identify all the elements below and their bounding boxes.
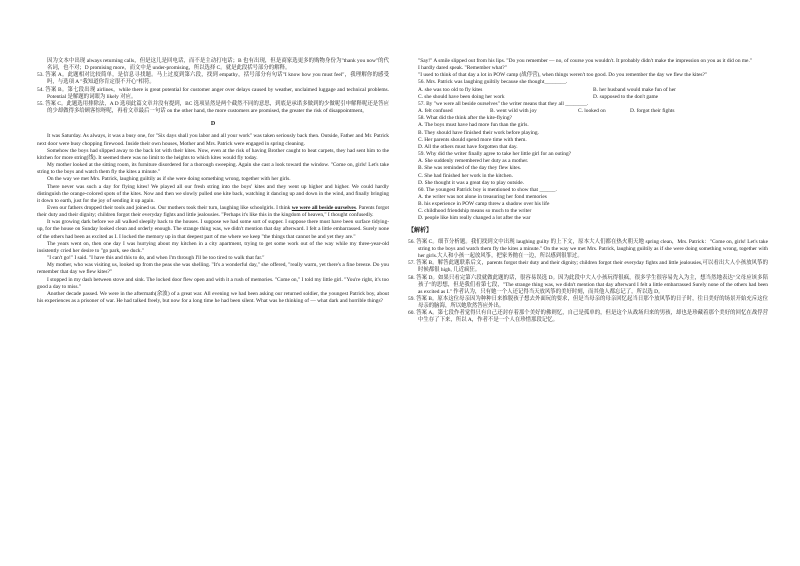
option-a: A. She suddenly remembered her duty as a mother. (418, 158, 529, 165)
option-d: D. supposed to the don't game (593, 93, 659, 100)
passage-paragraph: "I can't go!" I said. "I have this and this to do, and when I'm through I'll be too tired to walk that far." (47, 255, 265, 262)
option-a: A. the writer was not alone in treasuring her fond memories (418, 193, 547, 200)
question-stem: 57. By "we were all beside ourselves" the writer means that they all ________. (418, 100, 589, 107)
analysis-body (408, 239, 768, 325)
question-stem: 58. What did the think after the kite-flying? (418, 115, 512, 122)
option-a: A. felt confused (418, 108, 453, 115)
option-d: D. All the others must have forgotten that day. (418, 143, 518, 150)
question-stem: 56. Mrs. Patrick was laughing guiltily because she thought________. (418, 79, 568, 86)
option-row (408, 87, 768, 94)
option-b: B. her husband would make fun of her (593, 86, 676, 93)
question-stem: 59. Why did the writer finally agree to take her little girl for an outing? (418, 151, 572, 158)
left-column (37, 58, 389, 305)
answer-54: 54. 答案 B。第七段出现 airlines，while there is great potential for customer anger over delays caused by weather, unclaimed luggage and technical problems. Potential 是解题的词眼为 likely 对应。 (37, 86, 389, 100)
option-c: C. looked on (578, 108, 606, 115)
passage-paragraph: Another decade passed. We were in the aftermath(余波) of a great war. All evening we had been asking our returned soldier, the youngest Patrick boy, about his experiences as a prisoner of war. He had talked freely, but now for a long time he had been silent. What was he thinking of — what dark and horrible things? (37, 290, 389, 304)
passage-title: D (210, 121, 216, 128)
passage-paragraph: On the way we met Mrs. Patrick, laughing guiltily as if she were doing something wrong, together with her girls. (47, 176, 291, 183)
option-d: D. forgot their fights (630, 108, 675, 115)
passage-paragraph: "Say!" A smile slipped out from his lips. "Do you remember — no, of course you wouldn't. It probably didn't make the impression on you as it did on me." (418, 58, 752, 64)
option-b: B. She was reminded of the day they flew kites. (418, 165, 522, 172)
option-a: A. The boys must have had more fun than the girls. (418, 122, 529, 129)
passage-body (37, 133, 389, 305)
option-c: C. She had finished her work in the kitchen. (418, 172, 513, 179)
passage-continued (408, 58, 768, 79)
right-column (408, 58, 768, 325)
passage-paragraph: My mother, who was visiting us, looked up from the peas she was shelling. "It's a wonderful day," she offered, "really warm, yet there's a fine breeze. Do you remember that day we flew kites?" (37, 262, 389, 276)
text-run: . Parents forgot their duty and their dignity; children forgot their everyday fights and little jealousies. "Perhaps it's like this in the kingdom of heaven," I thought confusedly. (37, 204, 389, 219)
answer-53: 53. 答案 A。此题相对比较简单，是信息寻找题。马上过度到第六段，找到 empathy，括号部分有句话"I know how you must feel"，我理解你的感受吗，与选项 A "我知道你肯定很不开心"相符。 (37, 72, 389, 86)
questions (408, 79, 768, 222)
option-c: C. she should have been doing her work (418, 93, 505, 100)
underlined-phrase: we were all beside ourselves (291, 204, 356, 211)
analysis-60: 60. 答案 A。第七段作者觉得只有自己还封存着那个美好的佛则忆，自己是孤单的，但是这个从战场归来的男孩，却也是珍藏着那个美好的回忆在战俘营中生存了下来，所以 A，作者不是一个人在珍惜那段记忆。 (408, 310, 768, 324)
answer-55: 55. 答案 C。此题选用排除法，A D 选项此篇文章并没有提到，BC 选项显然是两个截然不同的意思，到底是承诺多做到的少做呢引申解释呢还是答应的少却做得多给顾客惊呀呢，再看文章最后一句话 on the other hand, the more customers are promised, the greater the risk of disappointment， (37, 100, 389, 115)
option-row (408, 94, 768, 101)
question-58 (408, 115, 768, 151)
passage-paragraph: My mother looked at the sitting room, its furniture disordered for a thorough sweeping. Again she cast a look toward the window. "Come on, girls! Let's take string to the boys and watch them fly the kites a minute." (37, 162, 389, 176)
passage-paragraph: Somehow the boys had slipped away to the back lot with their kites. Now, even at the risk of having Brother caught to beat carpets, they had sent him to the kitchen for more string(线). It seemed there was no limit to the heights to which kites would fly today. (37, 147, 389, 161)
passage-paragraph: I stopped in my dash between stove and sink. The locked door flew open and with it a rush of memories. "Come on," I told my little girl. "You're right, it's too good a day to miss." (37, 276, 389, 290)
passage-paragraph: I hardly dared speak. "Remember what?" (418, 65, 507, 72)
passage-paragraph: It was Saturday. As always, it was a busy one, for "Six days shall you labor and all your work" was taken seriously back then. Outside, Father and Mr. Patrick next door were busy chopping firewood. Inside their own houses, Mother and Mrs. Patrick were engaged in spring cleaning. (37, 133, 389, 147)
passage-paragraph: There never was such a day for flying kites! We played all our fresh string into the boys' kites and they went up higher and higher. We could hardly distinguish the orange-colored spots of the kites. Now and then we slowly pulled one kite back, watching it dancing up and down in the wind, and finally bringing it down to earth, just for the joy of sending it up again. (37, 183, 389, 204)
previous-answers (37, 58, 389, 115)
text-run: Even our fathers dropped their tools and joined us. Our mothers took their turn, laughing like schoolgirls. I think (47, 204, 292, 211)
option-c: C. Her parents should spend more time with them. (418, 136, 527, 143)
question-60 (408, 187, 768, 223)
passage-paragraph: "I used to think of that day a lot in POW camp (战俘营), when things weren't too good. Do you remember the day we flew the kites?" (418, 72, 708, 79)
option-d: D. people like him really changed a lot after the war (418, 215, 531, 222)
passage-paragraph: The years went on, then one day I was hurrying about my kitchen in a city apartment, trying to get some work out of the way while my three-year-old insistently cried her desire to "go park, see duck." (37, 240, 389, 254)
analysis-heading: 【解析】 (408, 227, 433, 234)
option-c: C. childhood friendship means so much to the writer (418, 208, 532, 215)
answer-52-tail: 因为文本中出现 always returning calls，但是这儿是回电话，而不是主动打电话；B 也有出现，但是商家选更多的购物身份为"thank you now"的代名词，也不对；D promising more，而文中是 under-promising，所以选择 C。就是此段括号部分的解释。 (47, 58, 389, 72)
question-59 (408, 151, 768, 187)
question-57 (408, 101, 768, 115)
option-b: B. went wild with joy (490, 108, 537, 115)
analysis-57: 57. 答案 B。解答此题联系后文，parents forgot their duty and their dignity; children forgot their everyday fights and little jealousies,可以看出大人小孩放风筝的时候都很 high, 几近疯狂。 (408, 260, 768, 274)
option-b: B. his experience in POW camp threw a shadow over his life (418, 201, 550, 208)
option-d: D. She thought it was a great day to play outside. (418, 179, 524, 186)
analysis-59: 59. 答案 B。原本这位母亲因为种种日来推脱孩子想去外面玩的要求，但是当母亲的母亲回忆起当日那个放风筝的日子时，往日美好的场景开始充斥这位母亲的脑海，所以她欣然答应外出。 (408, 296, 768, 310)
question-stem: 60. The youngest Patrick boy is mentioned to show that ______. (418, 186, 557, 193)
passage-paragraph: It was growing dark before we all walked sleepily back to the houses. I suppose we had some sort of supper. I suppose there must have been surface tidying-up, for the house on Sunday looked clean and orderly enough. The strange thing was, we didn't mention that day afterward. I felt a little embarrassed. Surely none of the others had been as excited as I. I locked the memory up in that deepest part of me where we keep "the things that cannot be and yet they are." (37, 219, 389, 240)
passage-paragraph-fathers (37, 205, 389, 219)
option-b: B. They should have finished their work before playing. (418, 129, 539, 136)
question-56 (408, 79, 768, 100)
analysis-58: 58. 答案 D。如果只看完第六段就做此题的话，很容易误选 D。因为此段中大人小孩玩得很疯，很多学生很容易先入为主，想当然地表达"父母应该多陪孩子"的思想，但是我们看第七段，"The strange thing was, we didn't mention that day afterward I felt a little embarrassed Surely none of the others had been as excited as I." 作者认为，只有她一个人还记得当天放风筝的美好时刻，而其他人都忘记了，所以选 D。 (408, 274, 768, 295)
option-a: A. she was too old to fly kites (418, 86, 483, 93)
analysis-56: 56. 答案 C。细节分析题。我们找到文中出现 laughing guilty 的上下文，原本大人们都在热火朝天地 spring clean，Mrs. Patrick："Come on, girls! Let's take string to the boys and watch them fly the kites a minute." On the way we met Mrs. Patrick, laughing guiltily as if she were doing something wrong, together with her girls.大人和小孩一起放风筝，把家务抛在一边，所以感到很罪过。 (408, 238, 768, 260)
